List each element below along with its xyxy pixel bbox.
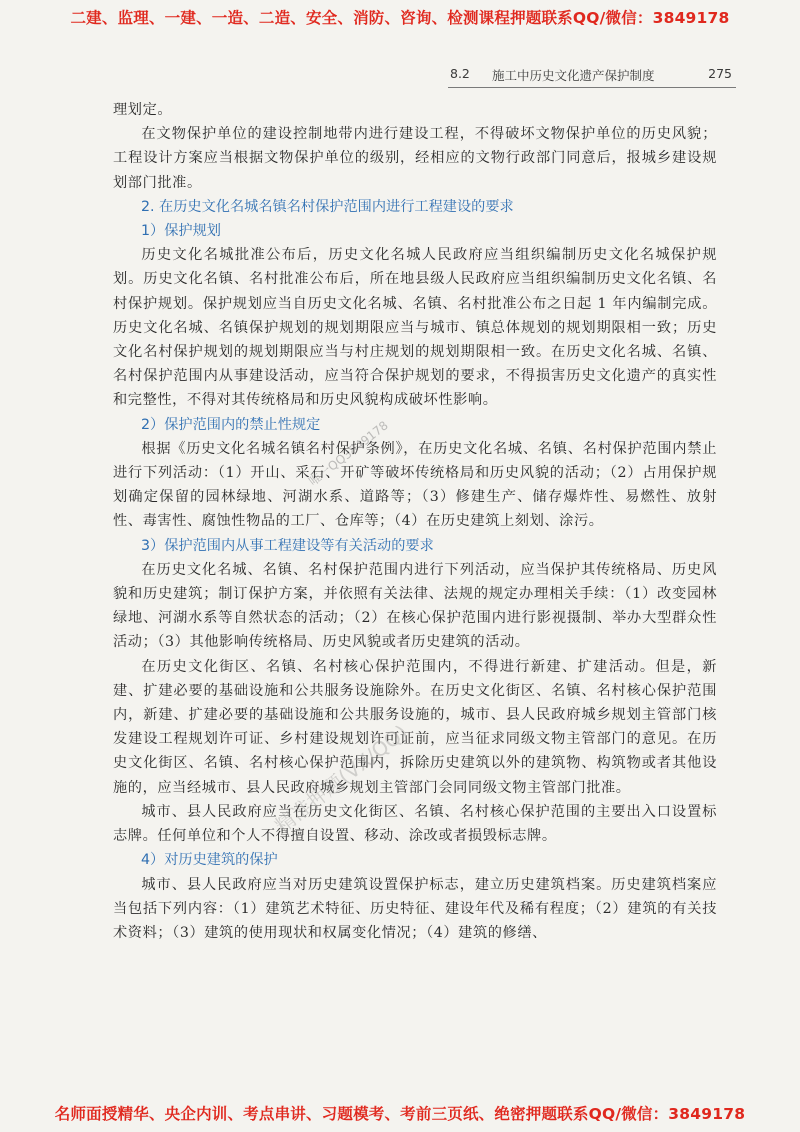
item-heading: 4）对历史建筑的保护 — [141, 852, 278, 869]
subsection-heading: 2. 在历史文化名城名镇名村保护范围内进行工程建设的要求 — [141, 198, 514, 215]
item-heading: 2）保护范围内的禁止性规定 — [141, 416, 321, 433]
header-rule — [448, 87, 736, 88]
running-header — [440, 66, 732, 86]
paragraph: 在历史文化街区、名镇、名村核心保护范围内，不得进行新建、扩建活动。但是，新建、扩建必要的基础设施和公共服务设施除外。在历史文化街区、名镇、名村核心保护范围内，新建、扩建必要的基础设施和公共服务设施的，城市、县人民政府城乡规划主管部门核发建设工程规划许可证、乡村建设规划许可证前，应当征求同级文物主管部门的意见。在历史文化街区、名镇、名村核心保护范围内，拆除历史建筑以外的建筑物、构筑物或者其他设施的，应当经城市、县人民政府城乡规划主管部门会同同级文物主管部门批准。 — [113, 658, 717, 796]
page-body — [113, 98, 717, 945]
paragraph: 历史文化名城批准公布后，历史文化名城人民政府应当组织编制历史文化名城保护规划。历史文化名镇、名村批准公布后，所在地县级人民政府应当组织编制历史文化名镇、名村保护规划。保护规划应当自历史文化名城、名镇、名村批准公布之日起 1 年内编制完成。历史文化名城、名镇保护规划的规划期限应当与城市、镇总体规划的规划期限相一致；历史文化名村保护规划的规划期限应当与村庄规划的规划期限相一致。在历史文化名城、名镇、名村保护范围内从事建设活动，应当符合保护规划的要求，不得损害历史文化遗产的真实性和完整性，不得对其传统格局和历史风貌构成破坏性影响。 — [113, 247, 717, 409]
paragraph: 在历史文化名城、名镇、名村保护范围内进行下列活动，应当保护其传统格局、历史风貌和历史建筑；制订保护方案，并依照有关法律、法规的规定办理相关手续：（1）改变园林绿地、河湖水系等自然状态的活动；（2）在核心保护范围内进行影视摄制、举办大型群众性活动；（3）其他影响传统格局、历史风貌或者历史建筑的活动。 — [113, 561, 717, 651]
paragraph: 在文物保护单位的建设控制地带内进行建设工程，不得破坏文物保护单位的历史风貌；工程设计方案应当根据文物保护单位的级别，经相应的文物行政部门同意后，报城乡建设规划部门批准。 — [113, 126, 717, 191]
top-promo-banner: 二建、监理、一建、一造、二造、安全、消防、咨询、检测课程押题联系QQ/微信：3849178 — [70, 9, 730, 27]
item-heading: 3）保护范围内从事工程建设等有关活动的要求 — [141, 537, 434, 554]
section-title: 施工中历史文化遗产保护制度 — [492, 68, 655, 83]
section-number: 8.2 — [450, 66, 470, 81]
paragraph: 城市、县人民政府应当对历史建筑设置保护标志，建立历史建筑档案。历史建筑档案应当包括下列内容：（1）建筑艺术特征、历史特征、建设年代及稀有程度；（2）建筑的有关技术资料；（3）建筑的使用现状和权属变化情况；（4）建筑的修缮、 — [113, 876, 717, 941]
paragraph: 根据《历史文化名城名镇名村保护条例》，在历史文化名城、名镇、名村保护范围内禁止进行下列活动：（1）开山、采石、开矿等破坏传统格局和历史风貌的活动；（2）占用保护规划确定保留的园林绿地、河湖水系、道路等；（3）修建生产、储存爆炸性、易燃性、放射性、毒害性、腐蚀性物品的工厂、仓库等；（4）在历史建筑上刻划、涂污。 — [113, 440, 717, 530]
page-number: 275 — [708, 66, 732, 81]
paragraph: 城市、县人民政府应当在历史文化街区、名镇、名村核心保护范围的主要出入口设置标志牌。任何单位和个人不得擅自设置、移动、涂改或者损毁标志牌。 — [113, 803, 717, 845]
watermark: 精准押题(VX/QQ) — [270, 719, 413, 839]
watermark: 唯一QQ3849178 — [306, 418, 391, 489]
bottom-promo-banner: 名师面授精华、央企内训、考点串讲、习题模考、考前三页纸、绝密押题联系QQ/微信：3849178 — [54, 1105, 746, 1123]
item-heading: 1）保护规划 — [141, 223, 221, 240]
paragraph-continuation: 理划定。 — [113, 102, 173, 118]
